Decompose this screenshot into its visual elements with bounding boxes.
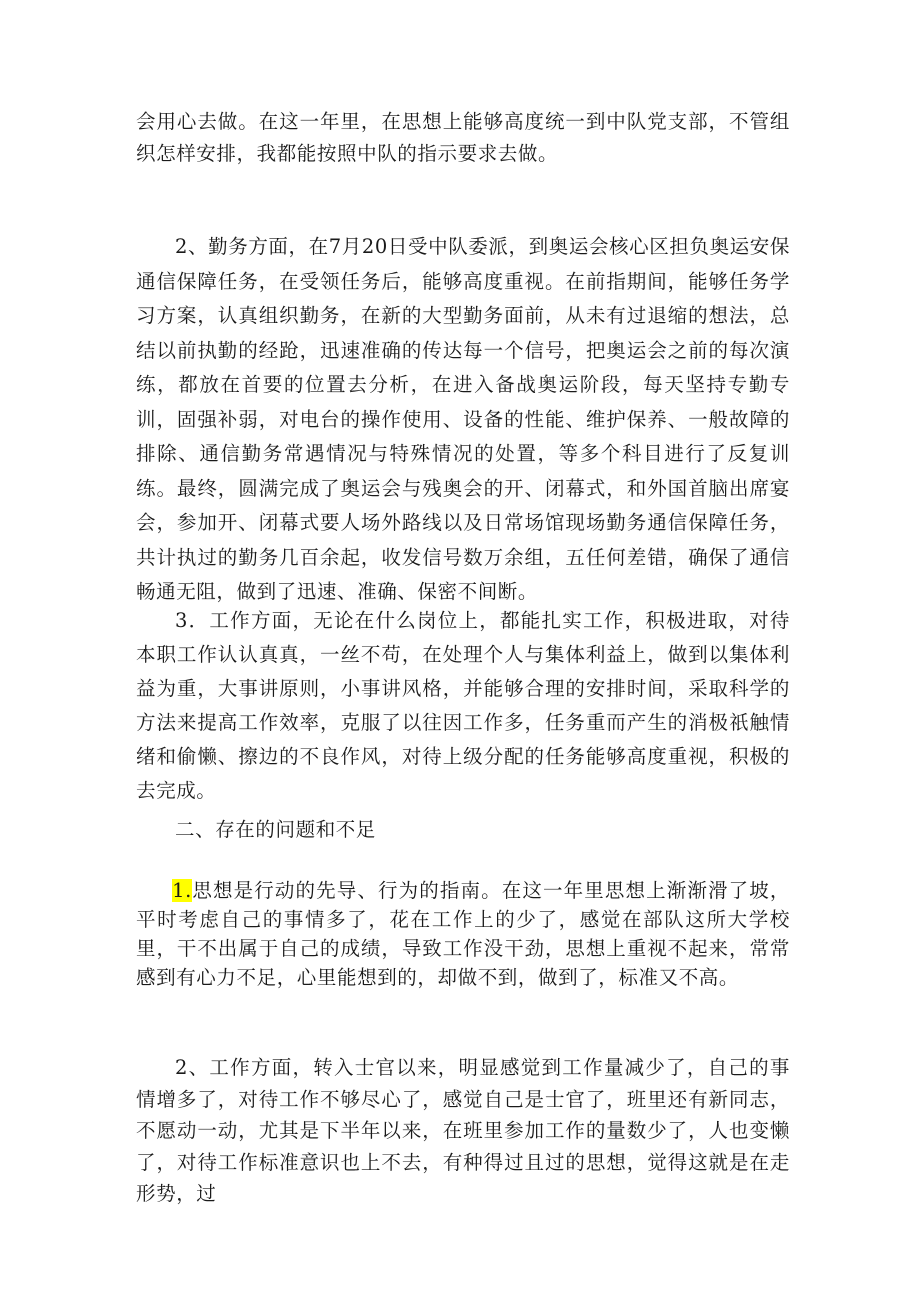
paragraph-work: 3．工作方面，无论在什么岗位上，都能扎实工作，积极进取，对待本职工作认认真真，一丝不苟，在处理个人与集体利益上，做到以集体利益为重，大事讲原则，小事讲风格，并能够合理的安排时间，采取科学的方法来提高工作效率，克服了以往因工作多，任务重而产生的消极祇触情绪和偷懒、擦边的不良作风，对待上级分配的任务能够高度重视，积极的去完成。 <box>136 609 790 802</box>
paragraph-thinking-text: 思想是行动的先导、行为的指南。在这一年里思想上渐渐滑了坡，平时考虑自己的事情多了，花在工作上的少了，感觉在部队这所大学校里，干不出属于自己的成绩，导致工作没干劲，思想上重视不起来，常常感到有心力不足，心里能想到的，却做不到，做到了，标准又不高。 <box>136 879 790 989</box>
paragraph-thinking <box>136 876 790 992</box>
paragraph-commitment: 会用心去做。在这一年里，在思想上能够高度统一到中队党支部，不管组织怎样安排，我都能按照中队的指示要求去做。 <box>136 110 790 165</box>
paragraph-work-attitude: 2、工作方面，转入士官以来，明显感觉到工作量减少了，自己的事情增多了，对待工作不够尽心了，感觉自己是士官了，班里还有新同志，不愿动一动，尤其是下半年以来，在班里参加工作的量数少了，人也变懒了，对待工作标准意识也上不去，有种得过且过的思想，觉得这就是在走形势，过 <box>136 1056 790 1205</box>
paragraph-duty: 2、勤务方面，在7月20日受中队委派，到奥运会核心区担负奥运安保通信保障任务，在受领任务后，能够高度重视。在前指期间，能够任务学习方案，认真组织勤务，在新的大型勤务面前，从未有过退缩的想法，总结以前执勤的经跄，迅速准确的传达每一个信号，把奥运会之前的每次演练，都放在首要的位置去分析，在进入备战奥运阶段，每天坚持专勤专训，固强补弱，对电台的操作使用、设备的性能、维护保养、一般故障的排除、通信勤务常遇情况与特殊情况的处置，等多个科目进行了反复训练。最终，圆满完成了奥运会与残奥会的开、闭幕式，和外国首脑出席宴会，参加开、闭幕式要人场外路线以及日常场馆现场勤务通信保障任务，共计执过的勤务几百余起，收发信号数万余组，五任何差错，确保了通信畅通无阻，做到了迅速、准确、保密不间断。 <box>136 235 790 603</box>
highlighted-list-marker: 1. <box>172 879 192 902</box>
section-heading-problems: 二、存在的问题和不足 <box>175 818 377 841</box>
